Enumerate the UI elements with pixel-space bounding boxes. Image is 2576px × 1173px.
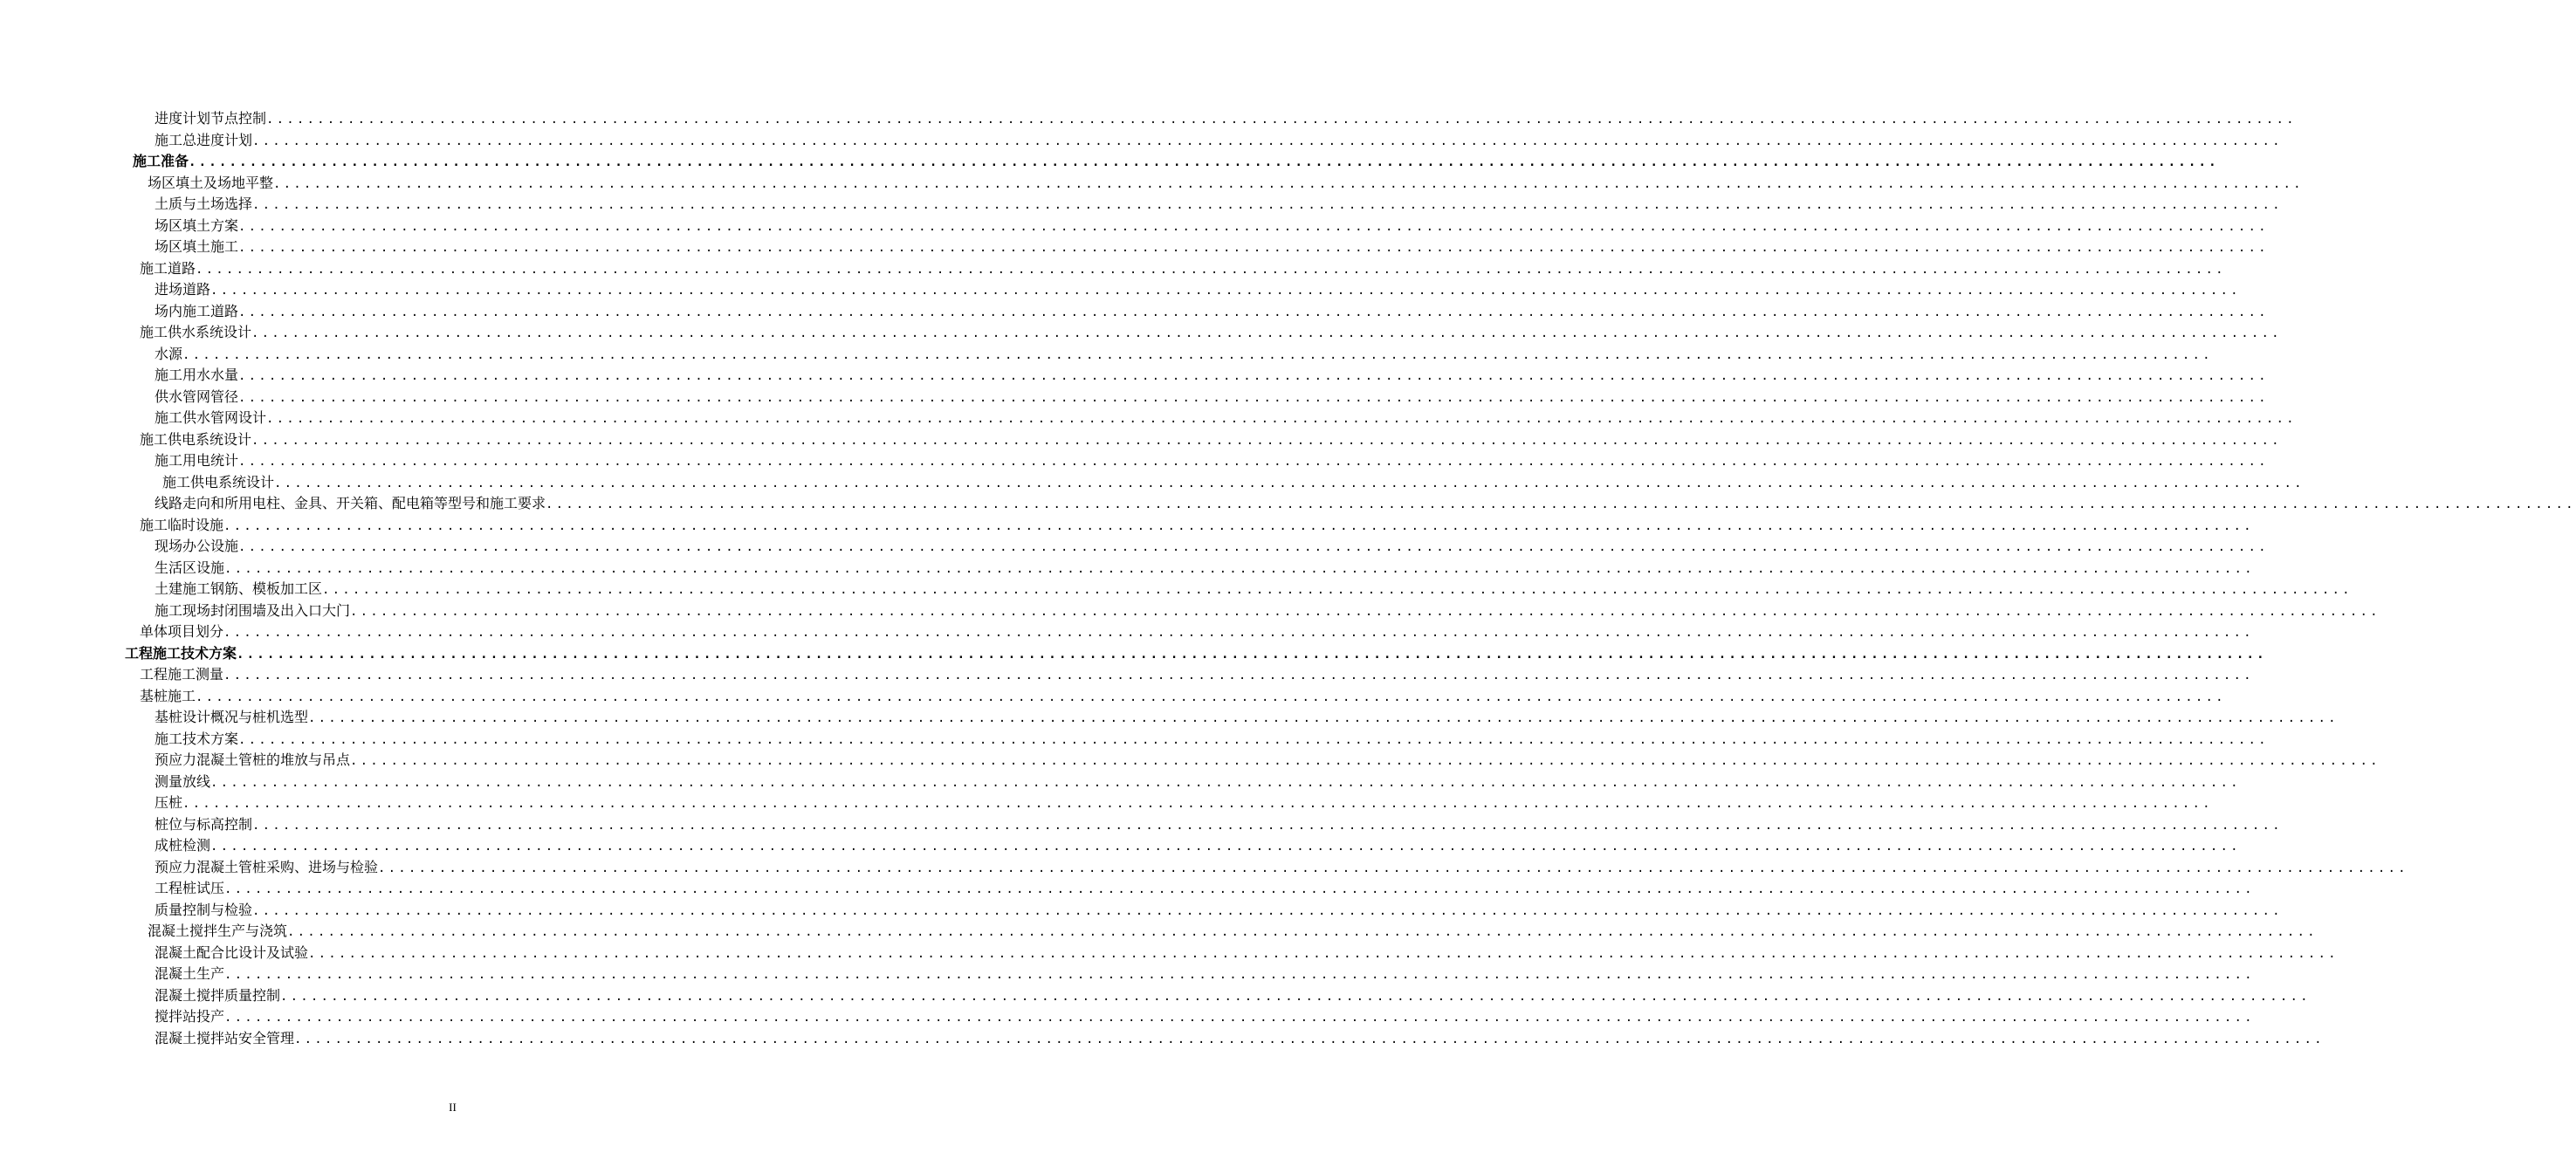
toc-entry[interactable] bbox=[0, 173, 2304, 195]
toc-entry-title: 供水管网管径 bbox=[155, 388, 239, 405]
toc-entry-title: 成桩检测 bbox=[155, 837, 211, 854]
toc-leader-dots: ........................................................................................................................................................................................................ bbox=[238, 455, 2269, 469]
toc-entry-title: 进场道路 bbox=[155, 281, 211, 298]
toc-entry[interactable] bbox=[0, 921, 2318, 943]
toc-entry-title: 施工技术方案 bbox=[155, 730, 239, 747]
toc-entry-title: 土质与土场选择 bbox=[155, 196, 253, 212]
toc-entry-title: 土建施工钢筋、模板加工区 bbox=[155, 580, 323, 597]
toc-entry-title: 基桩施工 bbox=[140, 687, 196, 704]
toc-entry[interactable] bbox=[0, 985, 2311, 1007]
toc-entry-title: 工程施工测量 bbox=[140, 666, 224, 683]
toc-entry[interactable] bbox=[0, 408, 2297, 429]
toc-leader-dots: ........................................................................................................................................................................................................ bbox=[238, 540, 2269, 554]
toc-leader-dots: ........................................................................................................................................................................................................ bbox=[378, 861, 2408, 875]
toc-entry-title: 混凝土搅拌生产与浇筑 bbox=[148, 923, 288, 939]
toc-entry-title: 搅拌站投产 bbox=[155, 1008, 225, 1025]
toc-leader-dots: ........................................................................................................................................................................................................ bbox=[210, 775, 2241, 790]
toc-entry[interactable] bbox=[0, 600, 2380, 622]
toc-entry-title: 施工临时设施 bbox=[140, 516, 224, 533]
toc-entry[interactable] bbox=[0, 301, 2269, 323]
toc-entry[interactable] bbox=[0, 194, 2283, 216]
toc-entry[interactable] bbox=[0, 750, 2380, 772]
toc-entry-title: 场区填土施工 bbox=[155, 238, 239, 255]
toc-leader-dots: ........................................................................................................................................................................................................ bbox=[251, 433, 2282, 448]
toc-entry-title: 混凝土配合比设计及试验 bbox=[155, 943, 309, 961]
toc-leader-dots: ........................................................................................................................................................................................................ bbox=[350, 604, 2380, 619]
toc-entry-title: 测量放线 bbox=[155, 772, 211, 790]
toc-entry-title: 现场办公设施 bbox=[155, 538, 239, 554]
toc-leader-dots: ........................................................................................................................................................................................................ bbox=[223, 518, 2254, 533]
toc-leader-dots: ........................................................................................................................................................................................................ bbox=[252, 903, 2283, 918]
toc-entry-title: 生活区设施 bbox=[155, 559, 225, 576]
toc-entry[interactable] bbox=[0, 814, 2283, 836]
toc-leader-dots: ........................................................................................................................................................................................................ bbox=[308, 946, 2339, 961]
toc-leader-dots: ........................................................................................................................................................................................................ bbox=[252, 198, 2283, 212]
toc-entry[interactable] bbox=[0, 365, 2269, 387]
toc-leader-dots: ........................................................................................................................................................................................................ bbox=[238, 219, 2269, 234]
toc-entry-title: 桩位与标高控制 bbox=[155, 815, 253, 833]
toc-entry-title: 施工供水管网设计 bbox=[155, 409, 267, 426]
toc-leader-dots: ........................................................................................................................................................................................................ bbox=[546, 497, 2576, 511]
toc-entry[interactable] bbox=[0, 772, 2241, 793]
toc-leader-dots: ........................................................................................................................................................................................................ bbox=[322, 583, 2353, 597]
toc-leader-dots: ........................................................................................................................................................................................................ bbox=[223, 626, 2254, 640]
toc-entry-title: 质量控制与检验 bbox=[155, 901, 253, 918]
page-number: II bbox=[449, 1101, 457, 1114]
toc-leader-dots: ........................................................................................................................................................................................................ bbox=[252, 134, 2283, 148]
toc-entry-title: 混凝土搅拌质量控制 bbox=[155, 986, 281, 1004]
toc-entry[interactable] bbox=[0, 450, 2269, 472]
toc-entry-title: 场区填土方案 bbox=[155, 216, 239, 234]
toc-entry-title: 施工供电系统设计 bbox=[162, 473, 275, 490]
toc-entry-title: 混凝土生产 bbox=[155, 965, 225, 982]
toc-entry-title: 基桩设计概况与桩机选型 bbox=[155, 709, 309, 725]
toc-entry-title: 压桩 bbox=[155, 794, 183, 811]
toc-entry[interactable] bbox=[0, 108, 2297, 130]
toc-entry[interactable] bbox=[0, 536, 2269, 558]
toc-leader-dots: ........................................................................................................................................................................................................ bbox=[350, 754, 2380, 768]
toc-leader-dots: ........................................................................................................................................................................................................ bbox=[252, 818, 2283, 833]
table-of-contents bbox=[0, 108, 2576, 1049]
toc-leader-dots: ........................................................................................................................................................................................................ bbox=[238, 732, 2269, 747]
toc-entry-title: 施工总进度计划 bbox=[155, 131, 253, 148]
toc-leader-dots: ........................................................................................................................................................................................................ bbox=[287, 925, 2318, 939]
toc-entry-title: 施工道路 bbox=[140, 259, 196, 277]
toc-leader-dots: ........................................................................................................................................................................................................ bbox=[238, 241, 2269, 255]
toc-entry-title: 预应力混凝土管桩的堆放与吊点 bbox=[155, 751, 351, 768]
toc-entry[interactable] bbox=[0, 558, 2255, 580]
toc-entry-title: 工程施工技术方案 bbox=[125, 644, 237, 662]
toc-entry[interactable] bbox=[0, 729, 2269, 751]
toc-entry-title: 施工供电系统设计 bbox=[140, 430, 252, 448]
toc-entry[interactable] bbox=[0, 1028, 2325, 1050]
toc-leader-dots: ........................................................................................................................................................................................................ bbox=[224, 1011, 2255, 1025]
toc-leader-dots: ........................................................................................................................................................................................................ bbox=[224, 561, 2255, 576]
toc-leader-dots: ........................................................................................................................................................................................................ bbox=[294, 1032, 2325, 1046]
toc-entry-title: 线路走向和所用电柱、金具、开关箱、配电箱等型号和施工要求 bbox=[155, 495, 546, 511]
toc-entry[interactable] bbox=[0, 579, 2353, 600]
toc-entry[interactable] bbox=[0, 387, 2269, 408]
toc-entry-title: 单体项目划分 bbox=[140, 623, 224, 640]
toc-entry[interactable] bbox=[0, 237, 2269, 258]
toc-entry-title: 场内施工道路 bbox=[155, 302, 239, 319]
toc-entry[interactable] bbox=[0, 258, 2226, 280]
toc-entry[interactable] bbox=[0, 878, 2255, 900]
toc-leader-dots: ........................................................................................................................................................................................................ bbox=[251, 326, 2282, 340]
toc-entry-title: 施工现场封闭围墙及出入口大门 bbox=[155, 601, 351, 619]
toc-entry[interactable] bbox=[0, 216, 2269, 237]
toc-leader-dots: ........................................................................................................................................................................................................ bbox=[223, 669, 2254, 683]
toc-entry[interactable] bbox=[0, 857, 2408, 879]
toc-entry[interactable] bbox=[0, 964, 2255, 985]
toc-leader-dots: ........................................................................................................................................................................................................ bbox=[224, 968, 2255, 982]
toc-leader-dots: ........................................................................................................................................................................................................ bbox=[189, 155, 2219, 169]
toc-entry[interactable] bbox=[0, 344, 2213, 366]
toc-leader-dots: ........................................................................................................................................................................................................ bbox=[280, 989, 2311, 1004]
toc-leader-dots: ........................................................................................................................................................................................................ bbox=[308, 711, 2339, 725]
toc-entry[interactable] bbox=[0, 900, 2283, 922]
toc-entry[interactable] bbox=[0, 151, 2219, 173]
toc-entry[interactable] bbox=[0, 429, 2282, 451]
toc-leader-dots: ........................................................................................................................................................................................................ bbox=[274, 476, 2305, 490]
toc-entry-title: 工程桩试压 bbox=[155, 880, 225, 896]
toc-entry-title: 施工准备 bbox=[133, 153, 189, 169]
toc-entry-title: 预应力混凝土管桩采购、进场与检验 bbox=[155, 858, 379, 875]
toc-entry[interactable] bbox=[0, 493, 2576, 515]
toc-leader-dots: ........................................................................................................................................................................................................ bbox=[273, 176, 2304, 191]
toc-leader-dots: ........................................................................................................................................................................................................ bbox=[238, 305, 2269, 319]
toc-leader-dots: ........................................................................................................................................................................................................ bbox=[266, 113, 2297, 127]
toc-entry[interactable] bbox=[0, 1006, 2255, 1028]
toc-leader-dots: ........................................................................................................................................................................................................ bbox=[238, 369, 2269, 383]
toc-entry-title: 施工用水水量 bbox=[155, 367, 239, 383]
toc-entry-title: 施工供水系统设计 bbox=[140, 324, 252, 340]
toc-entry-title: 进度计划节点控制 bbox=[155, 110, 267, 127]
toc-entry[interactable] bbox=[0, 792, 2213, 814]
toc-leader-dots: ........................................................................................................................................................................................................ bbox=[237, 647, 2267, 662]
toc-entry-title: 混凝土搅拌站安全管理 bbox=[155, 1029, 295, 1046]
toc-entry[interactable] bbox=[0, 322, 2282, 344]
toc-entry[interactable] bbox=[0, 279, 2241, 301]
toc-leader-dots: ........................................................................................................................................................................................................ bbox=[238, 390, 2269, 405]
toc-entry-title: 水源 bbox=[155, 345, 183, 362]
toc-leader-dots: ........................................................................................................................................................................................................ bbox=[210, 840, 2241, 854]
toc-entry-title: 场区填土及场地平整 bbox=[148, 174, 274, 191]
toc-entry-title: 施工用电统计 bbox=[155, 452, 239, 469]
toc-leader-dots: ........................................................................................................................................................................................................ bbox=[210, 284, 2241, 298]
toc-entry[interactable] bbox=[0, 943, 2339, 964]
toc-entry[interactable] bbox=[0, 643, 2267, 665]
toc-leader-dots: ........................................................................................................................................................................................................ bbox=[196, 689, 2226, 704]
toc-leader-dots: ........................................................................................................................................................................................................ bbox=[182, 797, 2213, 811]
toc-entry[interactable] bbox=[0, 707, 2339, 729]
toc-entry[interactable] bbox=[0, 664, 2254, 686]
toc-leader-dots: ........................................................................................................................................................................................................ bbox=[196, 262, 2226, 277]
toc-entry[interactable] bbox=[0, 835, 2241, 857]
toc-leader-dots: ........................................................................................................................................................................................................ bbox=[224, 882, 2255, 896]
toc-leader-dots: ........................................................................................................................................................................................................ bbox=[266, 412, 2297, 426]
toc-entry[interactable] bbox=[0, 621, 2254, 643]
toc-leader-dots: ........................................................................................................................................................................................................ bbox=[182, 347, 2213, 362]
toc-entry[interactable] bbox=[0, 472, 2305, 494]
toc-entry[interactable] bbox=[0, 515, 2254, 537]
toc-entry[interactable] bbox=[0, 686, 2226, 708]
toc-entry[interactable] bbox=[0, 130, 2283, 152]
